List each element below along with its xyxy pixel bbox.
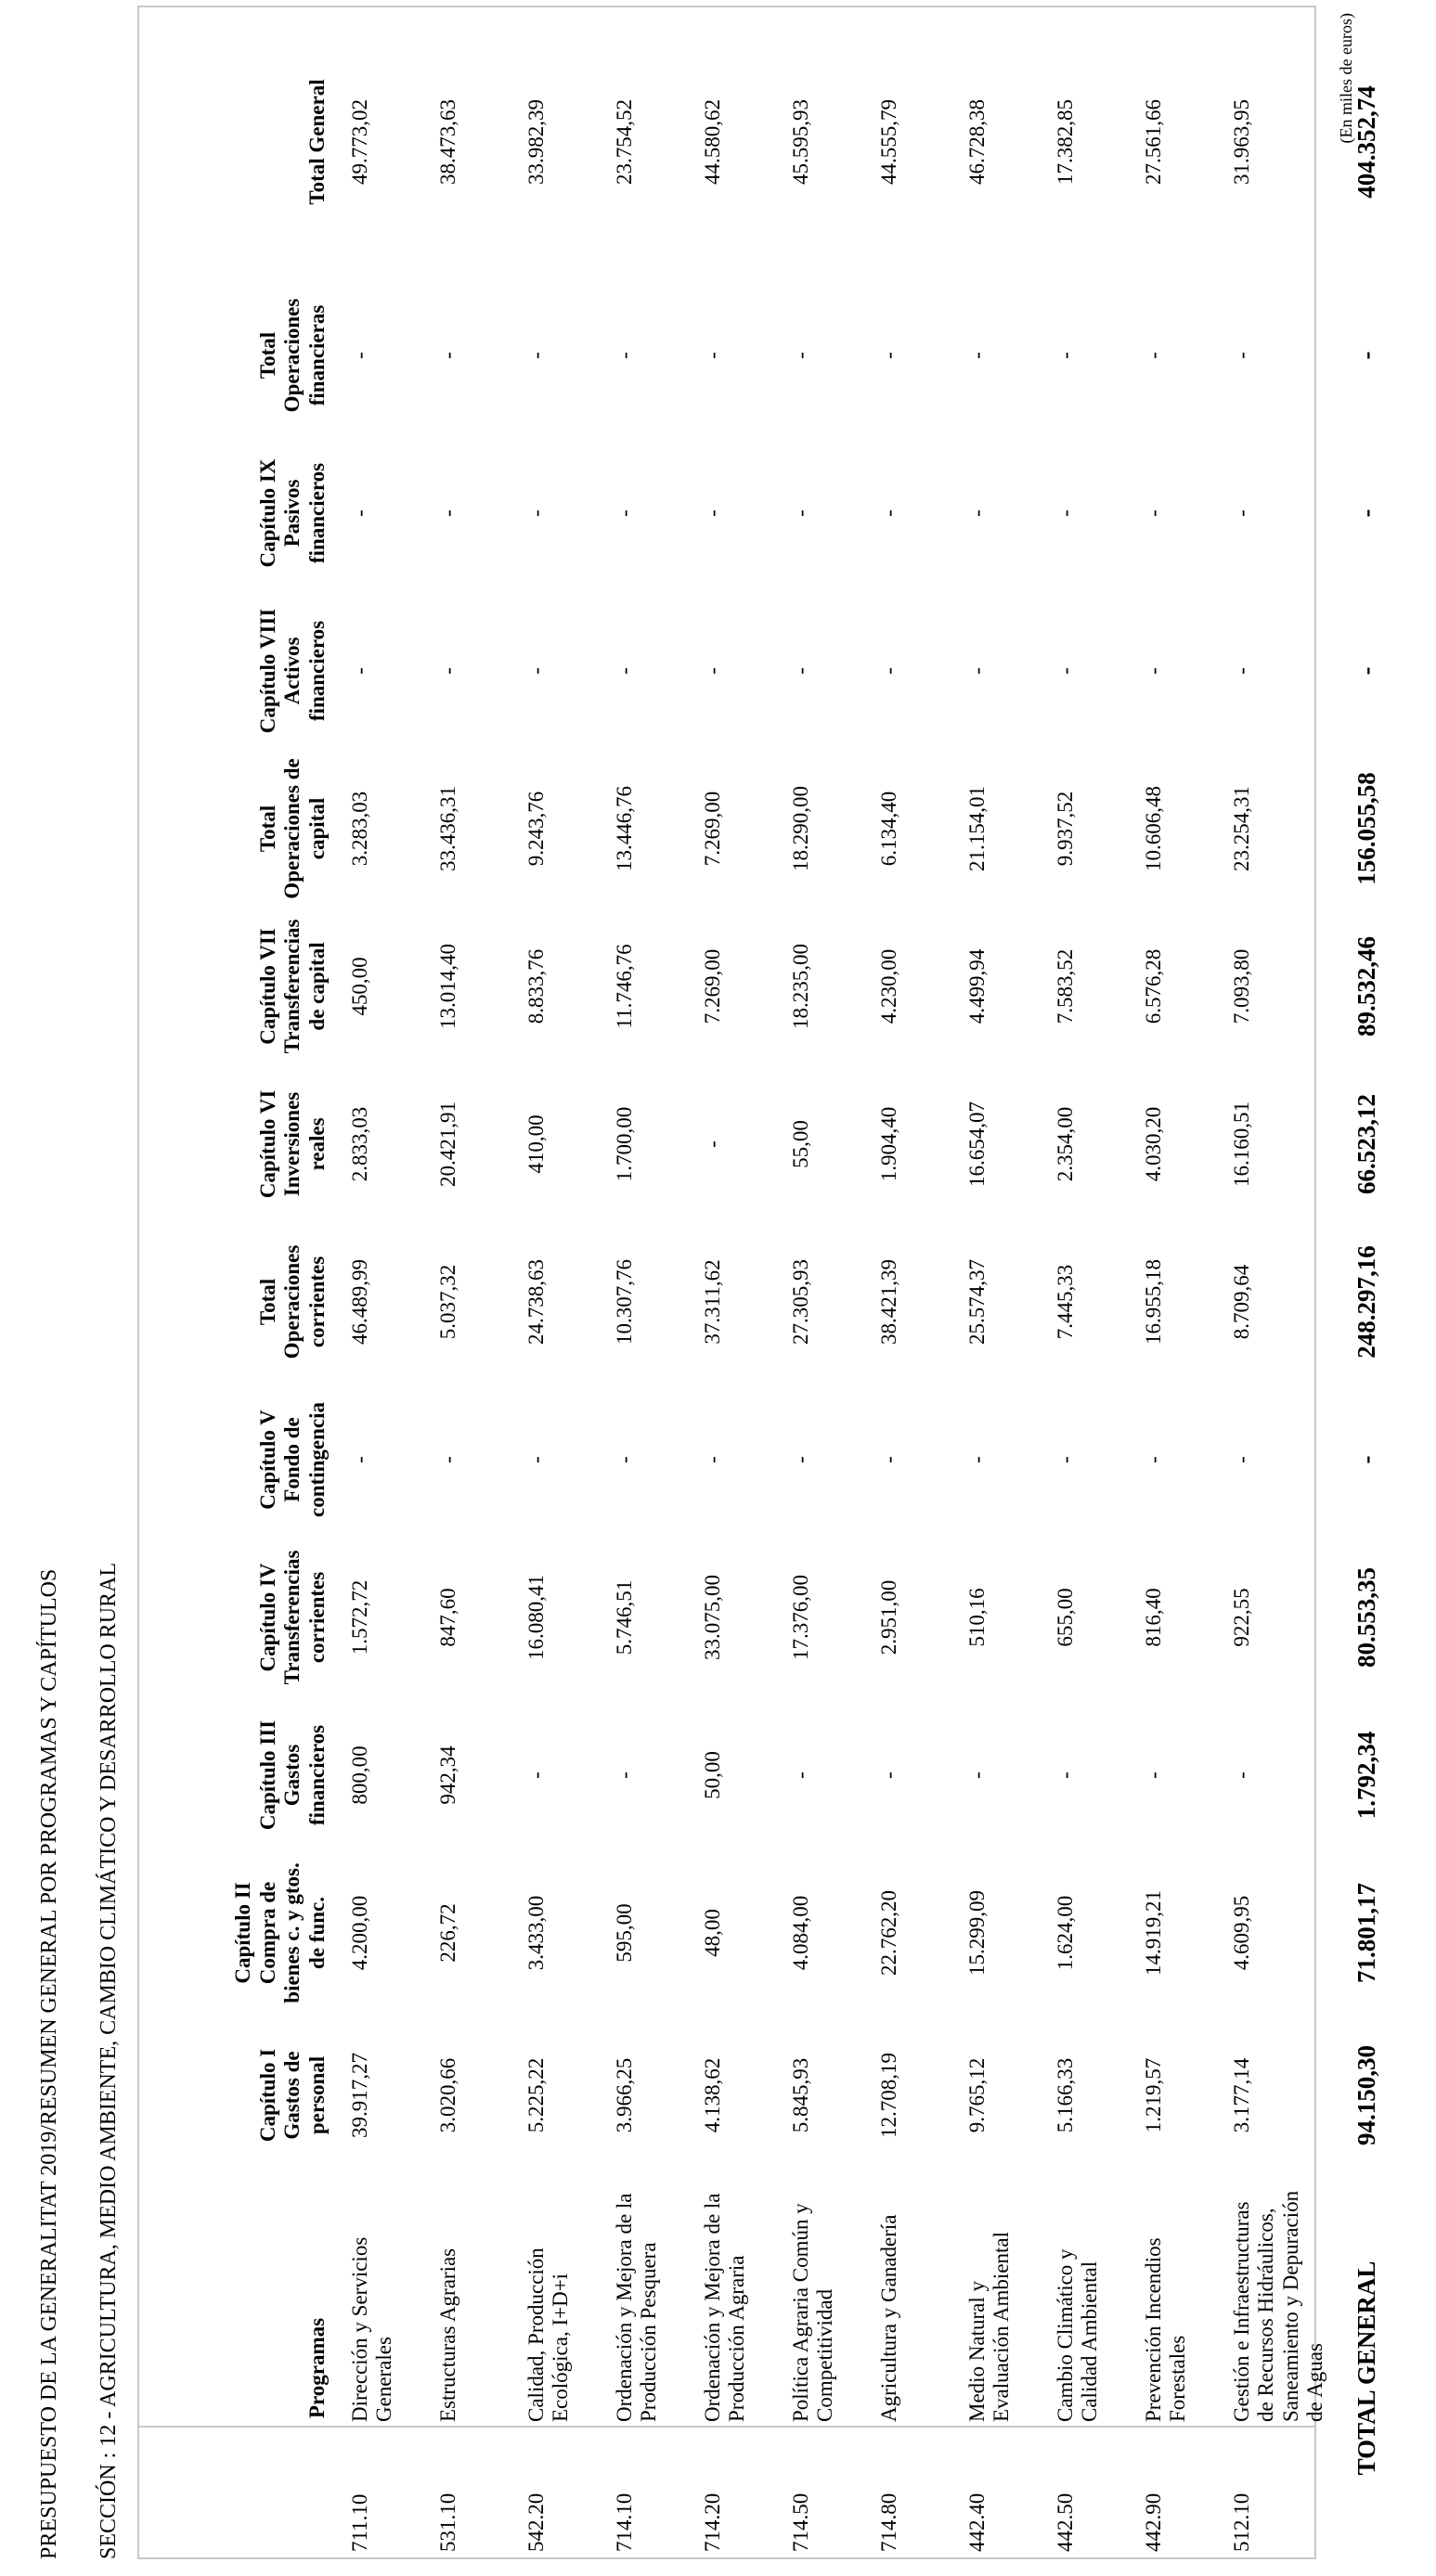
amount-cell: 37.311,62 [701, 1259, 724, 1345]
amount-cell: 23.254,31 [1230, 785, 1253, 871]
amount-cell: - [436, 1456, 459, 1463]
amount-cell: - [348, 352, 371, 359]
amount-cell: - [789, 1456, 812, 1463]
amount-cell: 38.473,63 [436, 98, 459, 185]
program-name: Calidad, Producción Ecológica, I+D+i [524, 2248, 573, 2422]
amount-cell: 3.433,00 [524, 1895, 548, 1971]
total-amount-cell: 1.792,34 [1352, 1731, 1380, 1820]
amount-cell: 25.574,37 [965, 1258, 989, 1345]
amount-cell: - [1054, 1456, 1077, 1463]
amount-cell: 847,60 [436, 1588, 459, 1647]
amount-cell: 44.555,79 [877, 98, 900, 185]
amount-cell: 12.708,19 [877, 2052, 900, 2138]
program-name: Dirección y Servicios Generales [348, 2236, 396, 2422]
header-row [139, 7, 330, 2557]
amount-cell: - [1054, 352, 1077, 359]
column-header: Capítulo I Gastos de personal [255, 2048, 329, 2143]
amount-cell: 20.421,91 [436, 1101, 459, 1187]
amount-cell: 3.177,14 [1230, 2057, 1253, 2133]
amount-cell: - [701, 352, 724, 359]
table-body [330, 7, 1436, 2557]
amount-cell: 1.572,72 [348, 1579, 371, 1655]
program-code: 714.50 [789, 2492, 812, 2552]
amount-cell: 17.382,85 [1054, 98, 1077, 185]
column-header: Capítulo VII Transferencias de capital [255, 919, 329, 1054]
amount-cell: 3.283,03 [348, 791, 371, 867]
amount-cell: 45.595,93 [789, 98, 812, 185]
amount-cell: - [613, 667, 636, 675]
amount-cell: 1.624,00 [1054, 1895, 1077, 1971]
total-amount-cell: 80.553,35 [1352, 1566, 1380, 1668]
amount-cell: 5.225,22 [524, 2057, 548, 2133]
program-code: 714.80 [877, 2492, 900, 2552]
amount-cell: - [1142, 509, 1165, 517]
amount-cell: 7.269,00 [701, 948, 724, 1024]
amount-cell: 23.754,52 [613, 98, 636, 185]
amount-cell: 18.290,00 [789, 785, 812, 871]
amount-cell: - [877, 509, 900, 517]
table-row [418, 7, 506, 2557]
amount-cell: 450,00 [348, 957, 371, 1016]
amount-cell: 7.093,80 [1230, 948, 1253, 1024]
column-header: Capítulo VIII Activos financieros [255, 608, 329, 734]
amount-cell: - [348, 1456, 371, 1463]
amount-cell: 49.773,02 [348, 98, 371, 185]
amount-cell: 3.966,25 [613, 2057, 636, 2133]
amount-cell: 9.765,12 [965, 2057, 989, 2133]
program-name: Gestión e Infraestructuras de Recursos Hidráulicos, Saneamiento y Depuración de Aguas [1230, 2190, 1327, 2422]
total-amount-cell: - [1352, 509, 1380, 518]
amount-cell: 4.499,94 [965, 948, 989, 1024]
amount-cell: 11.746,76 [613, 944, 636, 1029]
program-code: 442.40 [965, 2492, 989, 2552]
program-code: 512.10 [1230, 2492, 1253, 2552]
program-code: 711.10 [348, 2493, 371, 2552]
amount-cell: - [965, 1771, 989, 1779]
amount-cell: 5.845,93 [789, 2057, 812, 2133]
amount-cell: 5.746,51 [613, 1579, 636, 1655]
amount-cell: 510,16 [965, 1588, 989, 1647]
amount-cell: 8.833,76 [524, 948, 548, 1024]
amount-cell: 10.606,48 [1142, 785, 1165, 871]
column-header: Capítulo IX Pasivos financieros [255, 458, 329, 568]
amount-cell: 5.166,33 [1054, 2057, 1077, 2133]
total-amount-cell: 66.523,12 [1352, 1093, 1380, 1194]
amount-cell: - [701, 1456, 724, 1463]
program-code: 442.50 [1054, 2492, 1077, 2552]
amount-cell: 3.020,66 [436, 2057, 459, 2133]
program-code: 714.10 [613, 2492, 636, 2552]
amount-cell: - [1230, 667, 1253, 675]
amount-cell: - [613, 1456, 636, 1463]
program-name: Agricultura y Ganadería [877, 2214, 900, 2422]
column-header: Capítulo II Compra de bienes c. y gtos. de func. [231, 1862, 329, 2003]
table-row [1123, 7, 1211, 2557]
amount-cell: 5.037,32 [436, 1264, 459, 1340]
total-amount-cell: 248.297,16 [1352, 1245, 1380, 1359]
amount-cell: 816,40 [1142, 1588, 1165, 1647]
amount-cell: 27.305,93 [789, 1258, 812, 1345]
table-row [859, 7, 947, 2557]
amount-cell: - [1230, 509, 1253, 517]
amount-cell: 4.230,00 [877, 948, 900, 1024]
column-header: Capítulo IV Transferencias corrientes [255, 1550, 329, 1685]
amount-cell: 9.937,52 [1054, 791, 1077, 867]
column-header: Total General [304, 79, 329, 205]
amount-cell: - [877, 1456, 900, 1463]
section-title: SECCIÓN : 12 - AGRICULTURA, MEDIO AMBIENTE, CAMBIO CLIMÁTICO Y DESARROLLO RURAL [97, 1562, 121, 2559]
total-amount-cell: - [1352, 1455, 1380, 1464]
amount-cell: 33.436,31 [436, 785, 459, 871]
table-row [1211, 7, 1328, 2557]
amount-cell: - [613, 509, 636, 517]
amount-cell: - [789, 352, 812, 359]
column-header: Total Operaciones financieras [255, 298, 329, 413]
total-amount-cell: 89.532,46 [1352, 935, 1380, 1037]
amount-cell: - [1142, 352, 1165, 359]
amount-cell: 4.030,20 [1142, 1106, 1165, 1182]
amount-cell: - [1054, 667, 1077, 675]
amount-cell: - [1230, 1456, 1253, 1463]
table-row [770, 7, 859, 2557]
amount-cell: 16.160,51 [1230, 1101, 1253, 1187]
amount-cell: 1.700,00 [613, 1106, 636, 1182]
table-row [947, 7, 1035, 2557]
amount-cell: 7.583,52 [1054, 948, 1077, 1024]
amount-cell: 4.084,00 [789, 1895, 812, 1971]
amount-cell: - [436, 509, 459, 517]
amount-cell: 14.919,21 [1142, 1889, 1165, 1976]
table-row [506, 7, 594, 2557]
amount-cell: 595,00 [613, 1903, 636, 1963]
amount-cell: - [1230, 352, 1253, 359]
program-code: 542.20 [524, 2492, 548, 2552]
total-row [1328, 7, 1436, 2557]
amount-cell: 16.955,18 [1142, 1258, 1165, 1345]
amount-cell: 4.138,62 [701, 2057, 724, 2133]
amount-cell: 21.154,01 [965, 785, 989, 871]
amount-cell: - [877, 1771, 900, 1779]
amount-cell: 55,00 [789, 1120, 812, 1168]
amount-cell: - [877, 667, 900, 675]
amount-cell: 410,00 [524, 1114, 548, 1174]
amount-cell: 13.014,40 [436, 943, 459, 1029]
amount-cell: - [524, 509, 548, 517]
amount-cell: 8.709,64 [1230, 1264, 1253, 1340]
amount-cell: 226,72 [436, 1903, 459, 1963]
table-header [139, 7, 330, 2557]
amount-cell: - [524, 352, 548, 359]
amount-cell: 922,55 [1230, 1588, 1253, 1647]
amount-cell: 39.917,27 [348, 2052, 371, 2138]
program-code: 714.20 [701, 2492, 724, 2552]
total-amount-cell: 71.801,17 [1352, 1882, 1380, 1983]
amount-cell: 10.307,76 [613, 1258, 636, 1345]
program-code: 531.10 [436, 2492, 459, 2552]
amount-cell: 33.075,00 [701, 1574, 724, 1660]
column-header: Capítulo VI Inversiones reales [255, 1089, 329, 1199]
amount-cell: - [965, 667, 989, 675]
amount-cell: - [965, 352, 989, 359]
amount-cell: - [436, 352, 459, 359]
amount-cell: - [524, 1456, 548, 1463]
amount-cell: 50,00 [701, 1751, 724, 1799]
amount-cell: 4.609,95 [1230, 1895, 1253, 1971]
amount-cell: - [348, 509, 371, 517]
amount-cell: - [1054, 509, 1077, 517]
amount-cell: - [965, 1456, 989, 1463]
amount-cell: 16.080,41 [524, 1574, 548, 1660]
column-header-programas: Programas [304, 2317, 329, 2419]
amount-cell: 4.200,00 [348, 1895, 371, 1971]
program-name: Estructuras Agrarias [436, 2248, 459, 2422]
amount-cell: 46.728,38 [965, 98, 989, 185]
amount-cell: 2.833,03 [348, 1106, 371, 1182]
amount-cell: 1.904,40 [877, 1106, 900, 1182]
amount-cell: - [613, 352, 636, 359]
program-name: Prevención Incendios Forestales [1142, 2237, 1190, 2422]
amount-cell: - [524, 667, 548, 675]
amount-cell: - [701, 667, 724, 675]
amount-cell: 48,00 [701, 1909, 724, 1957]
amount-cell: 16.654,07 [965, 1101, 989, 1187]
amount-cell: - [436, 667, 459, 675]
amount-cell: 38.421,39 [877, 1258, 900, 1345]
budget-table [139, 7, 1436, 2557]
table-row [1035, 7, 1123, 2557]
amount-cell: 31.963,95 [1230, 98, 1253, 185]
amount-cell: - [1054, 1771, 1077, 1779]
amount-cell: 9.243,76 [524, 791, 548, 867]
amount-cell: 18.235,00 [789, 943, 812, 1029]
amount-cell: 655,00 [1054, 1588, 1077, 1647]
program-name: Ordenación y Mejora de la Producción Pesquera [613, 2193, 661, 2422]
table-row [594, 7, 682, 2557]
program-name: Cambio Climático y Calidad Ambiental [1054, 2248, 1102, 2422]
program-name: Política Agraria Común y Competitividad [789, 2203, 837, 2422]
amount-cell: - [1142, 667, 1165, 675]
units-note: (En miles de euros) [1337, 13, 1355, 144]
amount-cell: - [877, 352, 900, 359]
amount-cell: 6.134,40 [877, 791, 900, 867]
amount-cell: 2.951,00 [877, 1579, 900, 1655]
amount-cell: - [701, 509, 724, 517]
program-name: Medio Natural y Evaluación Ambiental [965, 2231, 1014, 2422]
total-amount-cell: 156.055,58 [1352, 772, 1380, 885]
column-header: Capítulo V Fondo de contingencia [255, 1402, 329, 1517]
column-header: Capítulo III Gastos financieros [255, 1719, 329, 1831]
total-amount-cell: - [1352, 666, 1380, 676]
amount-cell: - [701, 1140, 724, 1148]
program-name: Ordenación y Mejora de la Producción Agraria [701, 2193, 749, 2422]
total-label: TOTAL GENERAL [1352, 2260, 1380, 2476]
amount-cell: 13.446,76 [613, 785, 636, 871]
amount-cell: - [789, 667, 812, 675]
amount-cell: 27.561,66 [1142, 98, 1165, 185]
total-amount-cell: 94.150,30 [1352, 2044, 1380, 2145]
amount-cell: - [348, 667, 371, 675]
document-title: PRESUPUESTO DE LA GENERALITAT 2019/RESUMEN GENERAL POR PROGRAMAS Y CAPÍTULOS [37, 1568, 61, 2559]
amount-cell: - [524, 1771, 548, 1779]
amount-cell: - [1230, 1771, 1253, 1779]
amount-cell: 17.376,00 [789, 1574, 812, 1660]
program-code: 442.90 [1142, 2492, 1165, 2552]
amount-cell: 44.580,62 [701, 98, 724, 185]
amount-cell: 6.576,28 [1142, 948, 1165, 1024]
table-row [330, 7, 418, 2557]
amount-cell: 24.738,63 [524, 1258, 548, 1345]
amount-cell: - [789, 1771, 812, 1779]
amount-cell: 7.445,33 [1054, 1264, 1077, 1340]
total-amount-cell: 404.352,74 [1352, 85, 1380, 199]
amount-cell: 2.354,00 [1054, 1106, 1077, 1182]
column-header: Total Operaciones de capital [255, 758, 329, 899]
amount-cell: 1.219,57 [1142, 2057, 1165, 2133]
amount-cell: - [613, 1771, 636, 1779]
total-amount-cell: - [1352, 351, 1380, 360]
amount-cell: 800,00 [348, 1745, 371, 1805]
amount-cell: 15.299,09 [965, 1889, 989, 1976]
amount-cell: 7.269,00 [701, 791, 724, 867]
amount-cell: - [1142, 1456, 1165, 1463]
amount-cell: - [965, 509, 989, 517]
amount-cell: 33.982,39 [524, 98, 548, 185]
amount-cell: 22.762,20 [877, 1889, 900, 1976]
column-header: Total Operaciones corrientes [255, 1244, 329, 1359]
amount-cell: 46.489,99 [348, 1258, 371, 1345]
table-row [682, 7, 770, 2557]
amount-cell: - [1142, 1771, 1165, 1779]
amount-cell: 942,34 [436, 1745, 459, 1805]
amount-cell: - [789, 509, 812, 517]
